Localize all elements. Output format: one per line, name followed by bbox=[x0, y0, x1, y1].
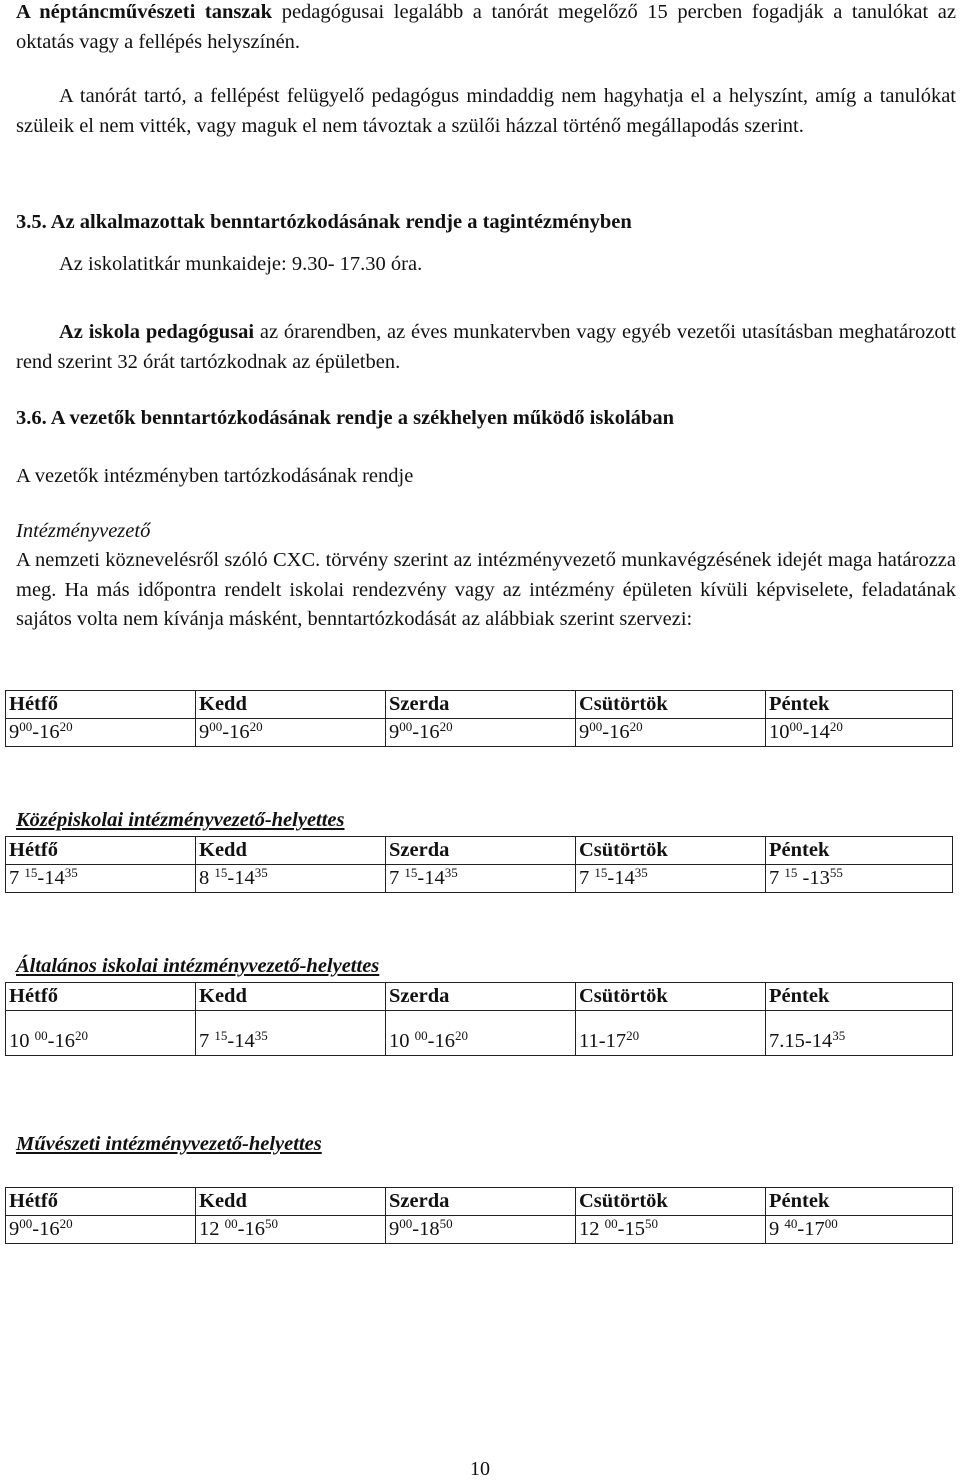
time-cell: $9^{00}-18^{50}$ bbox=[386, 1216, 576, 1244]
role-principal: Intézményvezető bbox=[16, 520, 151, 542]
day-header: Csütörtök bbox=[576, 983, 766, 1011]
time-cell: $10^{00}-14^{20}$ bbox=[766, 719, 953, 747]
table-title-primary-deputy: Általános iskolai intézményvezető-helyettes bbox=[16, 955, 380, 977]
table-header-row bbox=[6, 983, 953, 1011]
section-heading-3-5-text: 3.5. Az alkalmazottak benntartózkodásának rendje a tagintézményben bbox=[16, 211, 632, 233]
day-header: Kedd bbox=[196, 983, 386, 1011]
intro-text-1: pedagógusai legalább a tanórát megelőző 15 percben fogadják a tanulókat az oktatás vagy a fellépés helyszínén. bbox=[16, 1, 956, 53]
table-header-row bbox=[6, 1188, 953, 1216]
time-cell: 7 $^{15}-14^{35}$ bbox=[6, 865, 196, 893]
time-cell: $11-17^{20}$ bbox=[576, 1011, 766, 1056]
table-row bbox=[6, 1216, 953, 1244]
day-header: Kedd bbox=[196, 837, 386, 865]
time-cell: 10 $^{00}-16^{20}$ bbox=[386, 1011, 576, 1056]
section-heading-3-6 bbox=[16, 404, 956, 434]
teachers-bold-lead: Az iskola pedagógusai bbox=[59, 321, 255, 343]
secretary-hours: Az iskolatitkár munkaideje: 9.30- 17.30 óra. bbox=[59, 253, 423, 275]
time-cell: $9^{00}-16^{20}$ bbox=[576, 719, 766, 747]
leaders-subheading: A vezetők intézményben tartózkodásának rendje bbox=[16, 465, 414, 487]
day-header: Szerda bbox=[386, 837, 576, 865]
schedule-table-primary-deputy bbox=[5, 982, 953, 1056]
time-cell: 12 $^{00}-16^{50}$ bbox=[196, 1216, 386, 1244]
day-header: Hétfő bbox=[6, 837, 196, 865]
intro-bold-lead: A néptáncművészeti tanszak bbox=[16, 1, 273, 23]
day-header: Péntek bbox=[766, 837, 953, 865]
intro-section bbox=[16, 0, 956, 141]
table-row bbox=[6, 719, 953, 747]
principal-paragraph: A nemzeti köznevelésről szóló CXC. törvény szerint az intézményvezető munkavégzésének idejét maga határozza meg. Ha más időpontra rendelt iskolai rendezvény vagy az intézmény épületen kívüli képviselete, feladatának sajátos volta nem kívánja másként, benntartózkodását az alábbiak szerint szervezi: bbox=[16, 549, 956, 630]
time-cell: 7 $^{15}-14^{35}$ bbox=[576, 865, 766, 893]
time-cell: 12 $^{00}-15^{50}$ bbox=[576, 1216, 766, 1244]
schedule-table-principal bbox=[5, 690, 953, 747]
time-cell: 7 $^{15}-14^{35}$ bbox=[386, 865, 576, 893]
day-header: Szerda bbox=[386, 983, 576, 1011]
table-row bbox=[6, 1011, 953, 1056]
day-header: Hétfő bbox=[6, 1188, 196, 1216]
time-cell: 7 $^{15}-14^{35}$ bbox=[196, 1011, 386, 1056]
day-header: Kedd bbox=[196, 1188, 386, 1216]
table-title-secondary-deputy: Középiskolai intézményvezető-helyettes bbox=[16, 809, 345, 831]
day-header: Csütörtök bbox=[576, 1188, 766, 1216]
section-heading-3-6-text: 3.6. A vezetők benntartózkodásának rendje a székhelyen működő iskolában bbox=[16, 407, 674, 429]
day-header: Szerda bbox=[386, 1188, 576, 1216]
time-cell: $9^{00}-16^{20}$ bbox=[386, 719, 576, 747]
section-heading-3-5 bbox=[16, 208, 956, 238]
intro-paragraph-2: A tanórát tartó, a fellépést felügyelő pedagógus mindaddig nem hagyhatja el a helyszínt, amíg a tanulókat szüleik el nem vitték, vagy maguk el nem távoztak a szülői házzal történő megállapodás szerint. bbox=[16, 85, 956, 137]
table-header-row bbox=[6, 837, 953, 865]
day-header: Péntek bbox=[766, 691, 953, 719]
day-header: Péntek bbox=[766, 1188, 953, 1216]
time-cell: 8 $^{15}-14^{35}$ bbox=[196, 865, 386, 893]
page-number: 10 bbox=[470, 1458, 490, 1480]
day-header: Hétfő bbox=[6, 983, 196, 1011]
time-cell: 10 $^{00}-16^{20}$ bbox=[6, 1011, 196, 1056]
teachers-paragraph bbox=[16, 318, 956, 377]
time-cell: 9 $^{40}-17^{00}$ bbox=[766, 1216, 953, 1244]
time-cell: $7.15-14^{35}$ bbox=[766, 1011, 953, 1056]
day-header: Szerda bbox=[386, 691, 576, 719]
teachers-text: az órarendben, az éves munkatervben vagy egyéb vezetői utasításban meghatározott rend szerint 32 órát tartózkodnak az épületben. bbox=[16, 321, 956, 373]
day-header: Csütörtök bbox=[576, 837, 766, 865]
day-header: Csütörtök bbox=[576, 691, 766, 719]
schedule-table-arts-deputy bbox=[5, 1187, 953, 1244]
day-header: Kedd bbox=[196, 691, 386, 719]
table-header-row bbox=[6, 691, 953, 719]
time-cell: $9^{00}-16^{20}$ bbox=[6, 1216, 196, 1244]
schedule-table-secondary-deputy bbox=[5, 836, 953, 893]
time-cell: $9^{00}-16^{20}$ bbox=[196, 719, 386, 747]
day-header: Péntek bbox=[766, 983, 953, 1011]
day-header: Hétfő bbox=[6, 691, 196, 719]
time-cell: 7 $^{15}$ $-13^{55}$ bbox=[766, 865, 953, 893]
intro-paragraph-1 bbox=[16, 0, 956, 57]
table-title-arts-deputy: Művészeti intézményvezető-helyettes bbox=[16, 1133, 322, 1155]
time-cell: $9^{00}-16^{20}$ bbox=[6, 719, 196, 747]
table-row bbox=[6, 865, 953, 893]
